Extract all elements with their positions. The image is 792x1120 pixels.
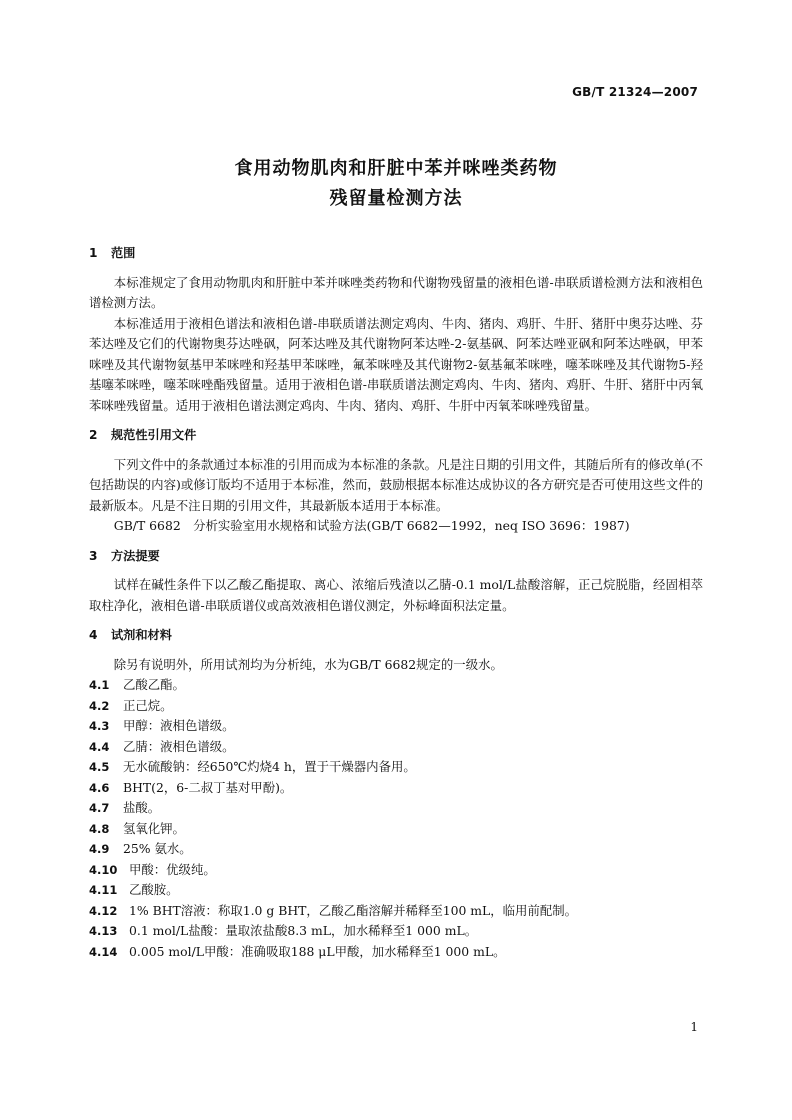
item-text: 盐酸。 bbox=[123, 800, 161, 815]
list-item bbox=[89, 880, 703, 901]
item-number: 4.6 bbox=[89, 780, 110, 795]
list-item bbox=[89, 778, 703, 799]
document-title-line2: 残留量检测方法 bbox=[329, 188, 463, 209]
paragraph: 下列文件中的条款通过本标准的引用而成为本标准的条款。凡是注日期的引用文件，其随后所有的修改单(不包括勘误的内容)或修订版均不适用于本标准，然而，鼓励根据本标准达成协议的各方研究是否可使用这些文件的最新版本。凡是不注日期的引用文件，其最新版本适用于本标准。 bbox=[89, 456, 703, 513]
paragraph: 本标准规定了食用动物肌肉和肝脏中苯并咪唑类药物和代谢物残留量的液相色谱-串联质谱检测方法和液相色谱检测方法。 bbox=[89, 274, 703, 310]
list-item bbox=[89, 860, 703, 881]
item-text: 乙酸胺。 bbox=[129, 882, 179, 897]
list-item bbox=[89, 798, 703, 819]
section-title: 规范性引用文件 bbox=[111, 428, 197, 442]
list-item bbox=[89, 921, 703, 942]
section-heading-scope bbox=[89, 243, 703, 264]
item-number: 4.11 bbox=[89, 883, 118, 897]
list-item bbox=[89, 675, 703, 696]
item-text: 1% BHT溶液：称取1.0 g BHT，乙酸乙酯溶解并稀释至100 mL，临用前配制。 bbox=[129, 902, 578, 918]
item-number: 4.10 bbox=[89, 862, 118, 877]
list-item bbox=[89, 819, 703, 840]
item-number: 4.8 bbox=[89, 821, 110, 836]
item-text: 甲酸：优级纯。 bbox=[129, 861, 216, 877]
item-text: 0.1 mol/L盐酸：量取浓盐酸8.3 mL，加水稀释至1 000 mL。 bbox=[129, 923, 478, 938]
item-number: 4.5 bbox=[89, 760, 110, 774]
list-item bbox=[89, 696, 703, 717]
item-number: 4.13 bbox=[89, 924, 118, 938]
item-text: BHT(2，6-二叔丁基对甲酚)。 bbox=[123, 779, 293, 795]
item-text: 甲醇：液相色谱级。 bbox=[123, 718, 235, 733]
item-number: 4.2 bbox=[89, 698, 110, 713]
list-item bbox=[89, 757, 703, 778]
section-title: 方法提要 bbox=[111, 548, 160, 563]
reference-entry: GB/T 6682 分析实验室用水规格和试验方法(GB/T 6682—1992，neq ISO 3696：1987) bbox=[113, 518, 630, 533]
item-number: 4.1 bbox=[89, 678, 110, 692]
item-number: 4.4 bbox=[89, 739, 110, 754]
item-number: 4.3 bbox=[89, 719, 110, 733]
section-number: 4 bbox=[89, 628, 98, 642]
item-number: 4.9 bbox=[89, 842, 110, 856]
document-title-line1: 食用动物肌肉和肝脏中苯并咪唑类药物 bbox=[234, 158, 558, 179]
item-text: 无水硫酸钠：经650℃灼烧4 h，置于干燥器内备用。 bbox=[123, 759, 416, 774]
section-heading-method-summary bbox=[89, 546, 703, 567]
item-number: 4.12 bbox=[89, 903, 118, 918]
item-text: 正己烷。 bbox=[123, 697, 173, 713]
section-title: 试剂和材料 bbox=[111, 628, 172, 642]
paragraph: 除另有说明外，所用试剂均为分析纯，水为GB/T 6682规定的一级水。 bbox=[113, 656, 503, 672]
page-number: 1 bbox=[690, 1020, 698, 1034]
item-text: 乙腈：液相色谱级。 bbox=[123, 738, 235, 754]
standard-code: GB/T 21324—2007 bbox=[572, 85, 698, 99]
item-text: 乙酸乙酯。 bbox=[123, 677, 185, 692]
section-number: 2 bbox=[89, 428, 98, 442]
section-number: 3 bbox=[89, 548, 98, 563]
list-item bbox=[89, 942, 703, 963]
item-number: 4.7 bbox=[89, 801, 110, 815]
paragraph: 试样在碱性条件下以乙酸乙酯提取、离心、浓缩后残渣以乙腈-0.1 mol/L盐酸溶解，正己烷脱脂，经固相萃取柱净化，液相色谱-串联质谱仪或高效液相色谱仪测定，外标峰面积法定量。 bbox=[89, 577, 703, 613]
item-number: 4.14 bbox=[89, 944, 118, 959]
document-body bbox=[89, 243, 703, 962]
item-text: 0.005 mol/L甲酸：准确吸取188 μL甲酸，加水稀释至1 000 mL。 bbox=[129, 943, 506, 959]
item-text: 氢氧化钾。 bbox=[123, 820, 185, 836]
paragraph: 本标准适用于液相色谱法和液相色谱-串联质谱法测定鸡肉、牛肉、猪肉、鸡肝、牛肝、猪肝中奥芬达唑、芬苯达唑及它们的代谢物奥芬达唑砜，阿苯达唑及其代谢物阿苯达唑-2-氨基砜、阿苯达唑亚砜和阿苯达唑砜，甲苯咪唑及其代谢物氨基甲苯咪唑和羟基甲苯咪唑，氟苯咪唑及其代谢物2-氨基氟苯咪唑，噻苯咪唑及其代谢物5-羟基噻苯咪唑，噻苯咪唑酯残留量。适用于液相色谱-串联质谱法测定鸡肉、牛肉、猪肉、鸡肝、牛肝、猪肝中丙氧苯咪唑残留量。适用于液相色谱法测定鸡肉、牛肉、猪肉、鸡肝、牛肝中丙氧苯咪唑残留量。 bbox=[89, 315, 703, 413]
section-heading-reagents bbox=[89, 625, 703, 646]
section-number: 1 bbox=[89, 246, 98, 260]
section-title: 范围 bbox=[111, 246, 136, 260]
list-item bbox=[89, 737, 703, 758]
list-item bbox=[89, 716, 703, 737]
section-heading-normative-references bbox=[89, 425, 703, 446]
list-item bbox=[89, 901, 703, 922]
list-item bbox=[89, 839, 703, 860]
item-text: 25% 氨水。 bbox=[123, 841, 192, 856]
